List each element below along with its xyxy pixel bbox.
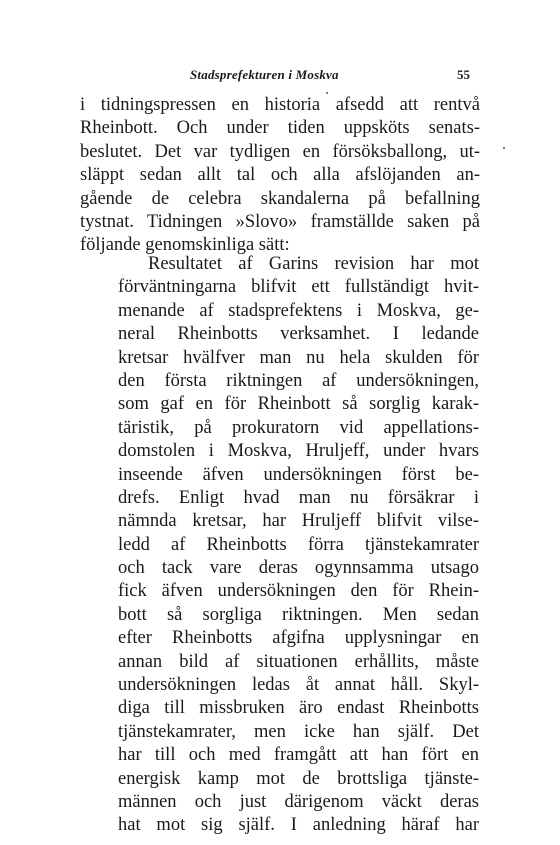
quote-line: Resultatet af Garins revision har mot (148, 254, 479, 274)
page-number: 55 (457, 67, 470, 82)
quote-line: ledd af Rheinbotts förra tjänstekamrater (118, 534, 479, 555)
quote-line: har till och med framgått att han fört en (118, 745, 479, 766)
quote-line: undersökningen ledas åt annat håll. Skyl- (118, 675, 479, 696)
paragraph-intro (80, 94, 480, 258)
quote-line: nämnda kretsar, har Hruljeff blifvit vilse- (118, 511, 479, 532)
text-line: gående de celebra skandalerna på befallning (80, 188, 480, 209)
quote-line: energisk kamp mot de brottsliga tjänste- (118, 768, 479, 789)
quote-line: bott så sorgliga riktningen. Men sedan (118, 604, 479, 625)
text-line: följande genomskinliga sätt: (80, 235, 290, 256)
quote-line: förväntningarna blifvit ett fullständigt hvit- (118, 277, 479, 298)
print-speck (326, 92, 328, 94)
text-line: beslutet. Det var tydligen en försöksballong, ut- (80, 141, 480, 162)
quote-line: hat mot sig själf. I anledning häraf har (118, 815, 479, 836)
quote-line: efter Rheinbotts afgifna upplysningar en (118, 628, 479, 649)
text-line: släppt sedan allt tal och alla afslöjanden an- (80, 165, 480, 186)
text-line: tystnat. Tidningen »Slovo» framställde saken på (80, 211, 480, 232)
running-title: Stadsprefekturen i Moskva (190, 67, 339, 82)
quote-line: männen och just därigenom väckt deras (118, 791, 479, 812)
quote-line: fick äfven undersökningen den för Rhein- (118, 581, 479, 602)
quote-line: menande af stadsprefektens i Moskva, ge- (118, 300, 479, 321)
quote-line: tjänstekamrater, men icke han själf. Det (118, 721, 479, 742)
quote-line: annan bild af situationen erhållits, måste (118, 651, 479, 672)
block-quote (118, 253, 479, 838)
quote-line: täristik, på prokuratorn vid appellations- (118, 417, 479, 438)
text-line: i tidningspressen en historia afsedd att rentvå (80, 95, 480, 115)
quote-line: neral Rheinbotts verksamhet. I ledande (118, 324, 479, 345)
running-head (80, 67, 480, 89)
text-line: Rheinbott. Och under tiden uppsköts senats- (80, 118, 480, 139)
quote-line: inseende äfven undersökningen först be- (118, 464, 479, 485)
quote-line: diga till missbruken äro endast Rheinbotts (118, 698, 479, 719)
quote-line: domstolen i Moskva, Hruljeff, under hvars (118, 441, 479, 462)
print-speck (503, 147, 505, 149)
quote-line: kretsar hvälfver man nu hela skulden för (118, 347, 479, 368)
quote-line: den första riktningen af undersökningen, (118, 370, 479, 391)
quote-line: och tack vare deras ogynnsamma utsago (118, 558, 479, 579)
quote-line: som gaf en för Rheinbott så sorglig karak- (118, 394, 479, 415)
quote-line: drefs. Enligt hvad man nu försäkrar i (118, 487, 479, 508)
